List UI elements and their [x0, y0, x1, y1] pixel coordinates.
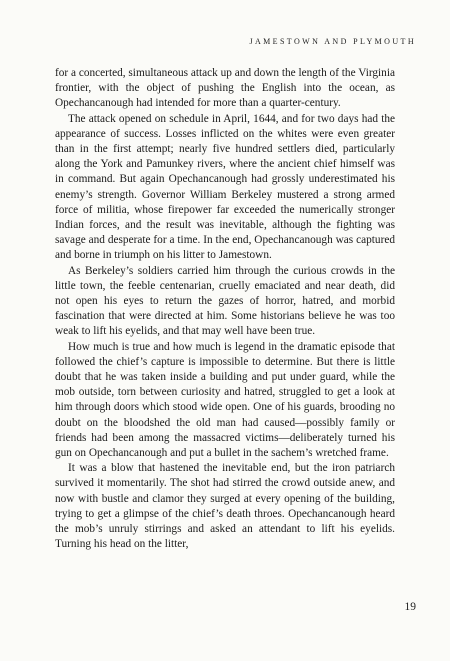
- page-number: 19: [404, 601, 416, 613]
- paragraph: It was a blow that hastened the inevitable end, but the iron patriarch survived it momentarily. The shot had stirred the crowd outside anew, and now with bustle and clamor they surged at every opening of the building, trying to get a glimpse of the chief’s death throes. Opechancanough heard the mob’s unruly stirrings and asked an attendant to lift his eyelids. Turning his head on the litter,: [55, 462, 395, 551]
- paragraph-continued: for a concerted, simultaneous attack up and down the length of the Virginia frontier, with the object of pushing the English into the ocean, as Opechancanough had intended for more than a quarter-century.: [55, 67, 395, 110]
- paragraph: As Berkeley’s soldiers carried him through the curious crowds in the little town, the feeble centenarian, cruelly emaciated and near death, did not open his eyes to return the gazes of horror, hatred, and morbid fascination that were directed at him. Some historians believe he was too weak to lift his eyelids, and that may well have been true.: [55, 264, 395, 338]
- paragraph: How much is true and how much is legend in the dramatic episode that followed the chief’s capture is impossible to determine. But there is little doubt that he was taken inside a building and put under guard, while the mob outside, torn between curiosity and hatred, struggled to get a look at him through doors which stood wide open. One of his guards, brooding no doubt on the bloodshed the old man had caused—possibly family or friends had been among the massacred victims—deliberately turned his gun on Opechancanough and put a bullet in the sachem’s wretched frame.: [55, 340, 395, 460]
- running-head: JAMESTOWN AND PLYMOUTH: [249, 37, 416, 46]
- paragraph: The attack opened on schedule in April, 1644, and for two days had the appearance of success. Losses inflicted on the whites were even greater than in the first attempt; nearly five hundred settlers died, particularly along the York and Pamunkey rivers, where the ancient chief himself was in command. But again Opechancanough had grossly underestimated his enemy’s strength. Governor William Berkeley mustered a strong armed force of militia, whose firepower far exceeded the numerically stronger Indian forces, and the result was inevitable, although the fighting was savage and desperate for a time. In the end, Opechancanough was captured and borne in triumph on his litter to Jamestown.: [55, 112, 395, 262]
- body-text: [55, 66, 395, 553]
